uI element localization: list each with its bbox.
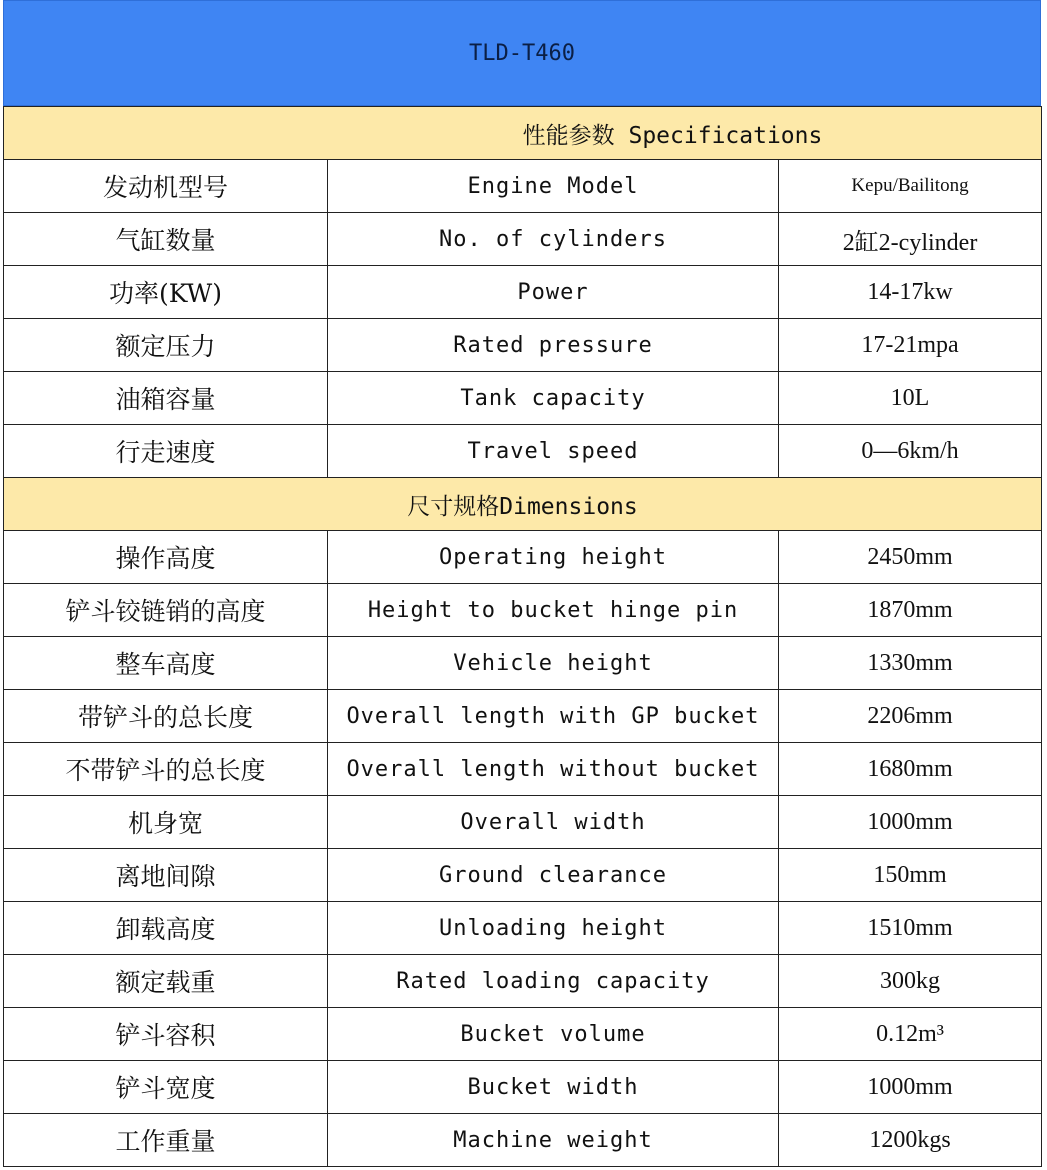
table-row — [4, 637, 1042, 690]
label-zh: 额定载重 — [4, 955, 328, 1008]
label-en: Vehicle height — [328, 637, 779, 690]
label-zh: 铲斗铰链销的高度 — [4, 584, 328, 637]
value-cell: Kepu/Bailitong — [779, 160, 1042, 213]
value-cell: 2206mm — [779, 690, 1042, 743]
label-zh: 发动机型号 — [4, 160, 328, 213]
value-cell: 2缸2-cylinder — [779, 213, 1042, 266]
label-en: Bucket width — [328, 1061, 779, 1114]
table-row — [4, 584, 1042, 637]
table-row — [4, 1008, 1042, 1061]
table-row — [4, 213, 1042, 266]
label-zh: 行走速度 — [4, 425, 328, 478]
label-en: Operating height — [328, 531, 779, 584]
section-header-dimensions — [4, 478, 1042, 531]
spec-table — [3, 106, 1042, 1167]
value-cell: 1870mm — [779, 584, 1042, 637]
table-row — [4, 319, 1042, 372]
value-cell: 1330mm — [779, 637, 1042, 690]
label-en: Unloading height — [328, 902, 779, 955]
label-zh: 卸载高度 — [4, 902, 328, 955]
label-zh: 带铲斗的总长度 — [4, 690, 328, 743]
label-zh: 气缸数量 — [4, 213, 328, 266]
label-zh: 功率(KW) — [4, 266, 328, 319]
label-en: Engine Model — [328, 160, 779, 213]
table-row — [4, 955, 1042, 1008]
label-en: Rated loading capacity — [328, 955, 779, 1008]
label-zh: 额定压力 — [4, 319, 328, 372]
value-cell: 2450mm — [779, 531, 1042, 584]
table-row — [4, 160, 1042, 213]
value-cell: 17-21mpa — [779, 319, 1042, 372]
label-en: Height to bucket hinge pin — [328, 584, 779, 637]
value-cell: 1510mm — [779, 902, 1042, 955]
label-en: Machine weight — [328, 1114, 779, 1167]
label-en: Tank capacity — [328, 372, 779, 425]
table-row — [4, 531, 1042, 584]
label-zh: 整车高度 — [4, 637, 328, 690]
label-en: Travel speed — [328, 425, 779, 478]
value-cell: 1680mm — [779, 743, 1042, 796]
label-zh: 铲斗容积 — [4, 1008, 328, 1061]
table-row — [4, 743, 1042, 796]
value-cell: 14-17kw — [779, 266, 1042, 319]
section-header-specifications — [4, 107, 1042, 160]
value-cell: 1000mm — [779, 796, 1042, 849]
label-en: Ground clearance — [328, 849, 779, 902]
spec-sheet — [3, 0, 1041, 1167]
label-zh: 油箱容量 — [4, 372, 328, 425]
table-row — [4, 1061, 1042, 1114]
value-cell: 1000mm — [779, 1061, 1042, 1114]
table-row — [4, 796, 1042, 849]
value-cell: 1200kgs — [779, 1114, 1042, 1167]
label-zh: 机身宽 — [4, 796, 328, 849]
label-en: Power — [328, 266, 779, 319]
table-row — [4, 902, 1042, 955]
value-cell: 150mm — [779, 849, 1042, 902]
value-cell: 300kg — [779, 955, 1042, 1008]
label-zh: 离地间隙 — [4, 849, 328, 902]
table-row — [4, 1114, 1042, 1167]
section-title-specifications: 性能参数 Specifications — [4, 107, 1042, 160]
label-en: No. of cylinders — [328, 213, 779, 266]
model-title: TLD-T460 — [3, 0, 1041, 106]
value-cell: 0—6km/h — [779, 425, 1042, 478]
label-en: Bucket volume — [328, 1008, 779, 1061]
label-zh: 操作高度 — [4, 531, 328, 584]
table-row — [4, 690, 1042, 743]
label-zh: 不带铲斗的总长度 — [4, 743, 328, 796]
table-row — [4, 849, 1042, 902]
label-zh: 工作重量 — [4, 1114, 328, 1167]
label-en: Overall length with GP bucket — [328, 690, 779, 743]
label-zh: 铲斗宽度 — [4, 1061, 328, 1114]
value-cell: 10L — [779, 372, 1042, 425]
section-title-dimensions: 尺寸规格Dimensions — [4, 478, 1042, 531]
table-row — [4, 266, 1042, 319]
value-cell: 0.12m³ — [779, 1008, 1042, 1061]
table-row — [4, 425, 1042, 478]
label-en: Rated pressure — [328, 319, 779, 372]
label-en: Overall length without bucket — [328, 743, 779, 796]
table-row — [4, 372, 1042, 425]
label-en: Overall width — [328, 796, 779, 849]
